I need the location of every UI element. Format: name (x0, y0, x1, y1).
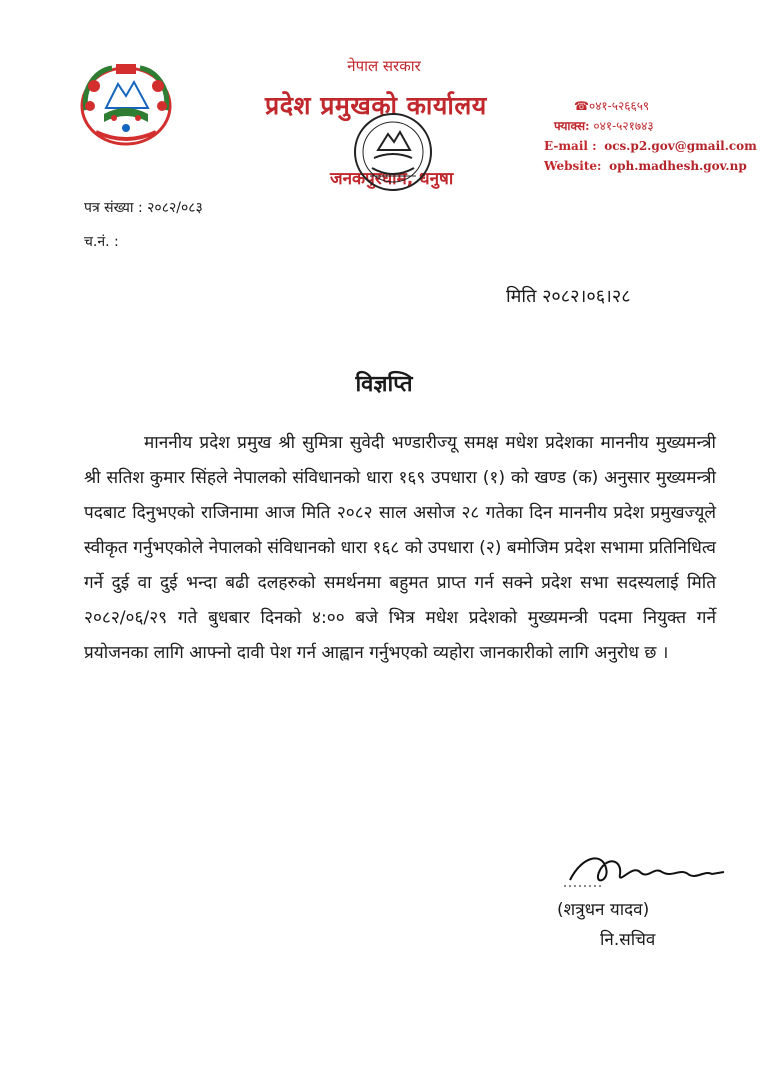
website-label: Website: (544, 159, 602, 173)
signer-name: (शत्रुधन यादव) (557, 900, 650, 920)
letter-number: पत्र संख्या : २०८२/०८३ (84, 200, 203, 216)
phone-row (544, 96, 757, 116)
contact-block (544, 96, 757, 176)
dispatch-number: च.नं. : (84, 234, 119, 250)
phone-number: ०४१-५२६६५९ (588, 99, 650, 113)
handwritten-signature (562, 846, 732, 894)
website-link[interactable]: oph.madhesh.gov.np (609, 159, 747, 173)
phone-icon: ☎ (574, 99, 589, 113)
email-row (544, 136, 757, 156)
office-name: प्रदेश प्रमुखको कार्यालय (265, 91, 487, 120)
website-row (544, 156, 757, 176)
fax-row (544, 116, 757, 136)
fax-number: ०४१-५२१७४३ (593, 119, 654, 133)
email-label: E-mail : (544, 139, 597, 153)
fax-label: फ्याक्स: (554, 119, 590, 133)
email-link[interactable]: ocs.p2.gov@gmail.com (604, 139, 757, 153)
government-name: नेपाल सरकार (347, 57, 421, 75)
signer-designation: नि.सचिव (600, 930, 656, 950)
office-seal-stamp (348, 110, 438, 194)
office-address: जनकपुरधाम, धनुषा (330, 169, 454, 189)
notice-body: माननीय प्रदेश प्रमुख श्री सुमित्रा सुवेदी भण्डारीज्यू समक्ष मधेश प्रदेशका माननीय मुख्यमन्त्री श्री सतिश कुमार सिंहले नेपालको संविधानको धारा १६९ उपधारा (१) को खण्ड (क) अनुसार मुख्यमन्त्री पदबाट दिनुभएको राजिनामा आज मिति २०८२ साल असोज २८ गतेका दिन माननीय प्रदेश प्रमुखज्यूले स्वीकृत गर्नुभएकोले नेपालको संविधानको धारा १६८ को उपधारा (२) बमोजिम प्रदेश सभामा प्रतिनिधित्व गर्ने दुई वा दुई भन्दा बढी दलहरुको समर्थनमा बहुमत प्राप्त गर्न सक्ने प्रदेश सभा सदस्यलाई मिति २०८२/०६/२९ गते बुधबार दिनको ४:०० बजे भित्र मधेश प्रदेशको मुख्यमन्त्री पदमा नियुक्त गर्ने प्रयोजनका लागि आफ्नो दावी पेश गर्न आह्वान गर्नुभएको व्यहोरा जानकारीको लागि अनुरोध छ । (84, 433, 716, 663)
letter-date: मिति २०८२।०६।२८ (506, 286, 631, 307)
notice-heading: विज्ञप्ति (355, 372, 413, 397)
